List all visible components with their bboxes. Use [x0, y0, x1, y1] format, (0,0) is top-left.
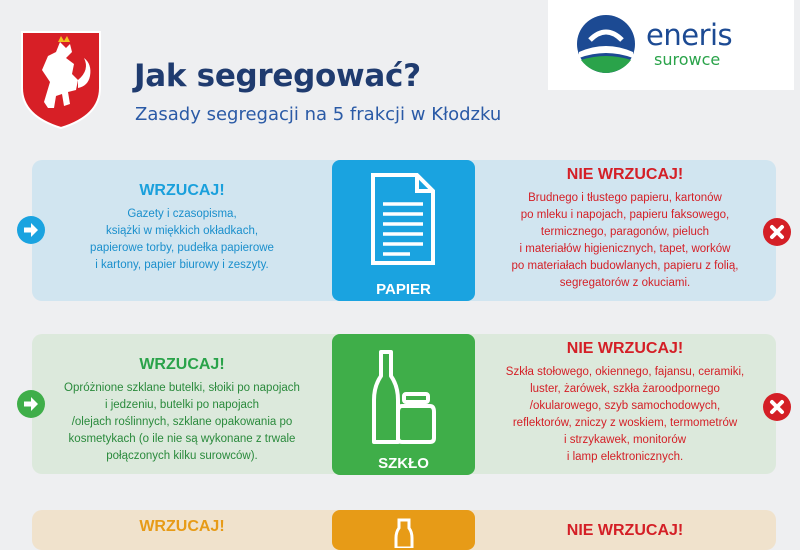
paper-no-text	[474, 190, 776, 292]
glass-no-text	[474, 364, 776, 466]
glass-yes-line: połączonych kilku surowców).	[106, 450, 258, 462]
paper-no-line: Brudnego i tłustego papieru, kartonów	[528, 192, 722, 204]
glass-yes-line: /olejach roślinnych, szklane opakowania po	[71, 416, 293, 428]
metal-tile	[332, 510, 475, 550]
paper-no-line: termicznego, paragonów, pieluch	[540, 226, 710, 238]
metal-no-section	[474, 510, 776, 540]
paper-no-heading: NIE WRZUCAJ!	[566, 166, 684, 183]
glass-no-line: reflektorów, zniczy z woskiem, termometrów	[512, 417, 738, 429]
paper-tile	[332, 160, 475, 301]
arrow-right-circle-icon	[16, 215, 46, 245]
glass-yes-line: Opróżnione szklane butelki, słoiki po napojach	[64, 382, 300, 394]
glass-label: SZKŁO	[378, 455, 429, 472]
metal-no-heading: NIE WRZUCAJ!	[566, 522, 684, 539]
paper-yes-line: i kartony, papier biurowy i zeszyty.	[95, 259, 269, 271]
paper-yes-line: Gazety i czasopisma,	[127, 208, 237, 220]
page-subtitle: Zasady segregacji na 5 frakcji w Kłodzku	[135, 104, 502, 125]
paper-yes-section	[32, 160, 332, 274]
paper-no-line: po materiałach budowlanych, papieru z folią,	[511, 260, 739, 272]
paper-label: PAPIER	[376, 281, 431, 298]
bottle-jar-icon	[372, 348, 438, 446]
glass-yes-text	[32, 380, 332, 465]
paper-yes-line: papierowe torby, pudełka papierowe	[90, 242, 274, 254]
glass-no-line: Szkła stołowego, okiennego, fajansu, ceramiki,	[505, 366, 745, 378]
paper-no-line: i materiałów higienicznych, tapet, worków	[519, 243, 731, 255]
page-title: Jak segregować?	[134, 58, 421, 94]
coat-of-arms-icon	[20, 30, 102, 130]
paper-no-line: po mleku i napojach, papieru faksowego,	[520, 209, 730, 221]
glass-yes-line: kosmetykach (o ile nie są wykonane z trwale	[68, 433, 296, 445]
eneris-logo	[548, 0, 794, 90]
glass-no-line: /okularowego, szyb samochodowych,	[529, 400, 721, 412]
glass-no-section	[474, 334, 776, 466]
metal-yes-section	[32, 510, 332, 536]
glass-no-line: i lamp elektronicznych.	[566, 451, 684, 463]
glass-yes-section	[32, 334, 332, 465]
document-icon	[370, 172, 436, 266]
paper-no-section	[474, 160, 776, 292]
x-circle-icon	[762, 217, 792, 247]
glass-no-line: i strzykawek, monitorów	[563, 434, 687, 446]
paper-yes-line: książki w miękkich okładkach,	[105, 225, 259, 237]
paper-no-line: segregatorów z okuciami.	[559, 277, 691, 289]
arrow-right-circle-icon	[16, 389, 46, 419]
x-circle-icon	[762, 392, 792, 422]
eneris-logo-icon	[576, 14, 636, 74]
bottle-icon	[394, 518, 414, 548]
logo-name: eneris	[646, 18, 733, 52]
metal-yes-heading: WRZUCAJ!	[139, 518, 225, 535]
logo-sub: surowce	[654, 50, 721, 69]
glass-yes-line: i jedzeniu, butelki po napojach	[104, 399, 260, 411]
glass-no-line: luster, żarówek, szkła żaroodpornego	[530, 383, 720, 395]
glass-yes-heading: WRZUCAJ!	[139, 356, 225, 373]
paper-yes-heading: WRZUCAJ!	[139, 182, 225, 199]
glass-tile	[332, 334, 475, 475]
paper-yes-text	[32, 206, 332, 274]
glass-no-heading: NIE WRZUCAJ!	[566, 340, 684, 357]
